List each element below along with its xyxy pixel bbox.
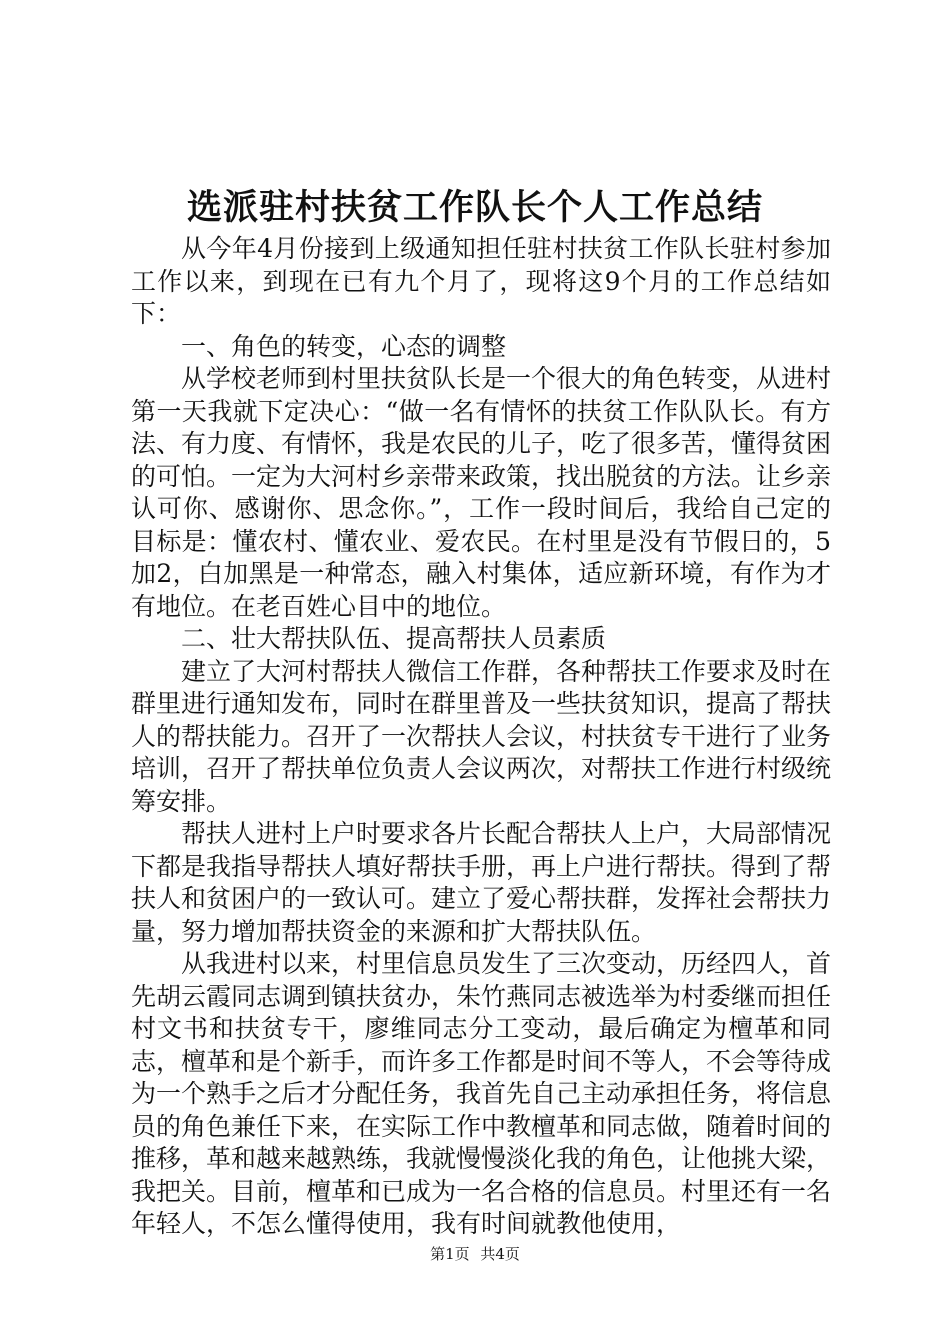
section-heading-1: 一、角色的转变，心态的调整: [181, 331, 507, 361]
paragraph-intro: 从今年4月份接到上级通知担任驻村扶贫工作队长驻村参加工作以来，到现在已有九个月了，现将这9个月的工作总结如下：: [131, 234, 831, 328]
page-number: 第1页: [430, 1245, 470, 1263]
document-title: 选派驻村扶贫工作队长个人工作总结: [186, 187, 763, 228]
section-heading-2: 二、壮大帮扶队伍、提高帮扶人员素质: [181, 624, 607, 653]
page-footer: [0, 1244, 950, 1264]
paragraph-role-change: 从学校老师到村里扶贫队长是一个很大的角色转变，从进村第一天我就下定决心：“做一名有情怀的扶贫工作队队长。有方法、有力度、有情怀，我是农民的儿子，吃了很多苦，懂得贫困的可怕。一定为大河村乡亲带来政策，找出脱贫的方法。让乡亲认可你、感谢你、思念你。”，工作一段时间后，我给自己定的目标是：懂农村、懂农业、爱农民。在村里是没有节假日的，5加2，白加黑是一种常态，融入村集体，适应新环境，有作为才有地位。在老百姓心目中的地位。: [131, 364, 832, 621]
paragraph-household-visits: 帮扶人进村上户时要求各片长配合帮扶人上户，大局部情况下都是我指导帮扶人填好帮扶手册，再上户进行帮扶。得到了帮扶人和贫困户的一致认可。建立了爱心帮扶群，发挥社会帮扶力量，努力增加帮扶资金的来源和扩大帮扶队伍。: [131, 819, 832, 946]
document-body: [131, 233, 831, 1241]
paragraph-info-officer: 从我进村以来，村里信息员发生了三次变动，历经四人，首先胡云霞同志调到镇扶贫办，朱竹燕同志被选举为村委继而担任村文书和扶贫专干，廖维同志分工变动，最后确定为檀革和同志，檀革和是个新手，而许多工作都是时间不等人，不会等待成为一个熟手之后才分配任务，我首先自己主动承担任务，将信息员的角色兼任下来，在实际工作中教檀革和同志做，随着时间的推移，革和越来越熟练，我就慢慢淡化我的角色，让他挑大梁，我把关。目前，檀革和已成为一名合格的信息员。村里还有一名年轻人，不怎么懂得使用，我有时间就教他使用，: [131, 949, 832, 1238]
paragraph-wechat-group: 建立了大河村帮扶人微信工作群，各种帮扶工作要求及时在群里进行通知发布，同时在群里普及一些扶贫知识，提高了帮扶人的帮扶能力。召开了一次帮扶人会议，村扶贫专干进行了业务培训，召开了帮扶单位负责人会议两次，对帮扶工作进行村级统筹安排。: [131, 656, 832, 816]
page-total: 共4页: [480, 1245, 520, 1263]
